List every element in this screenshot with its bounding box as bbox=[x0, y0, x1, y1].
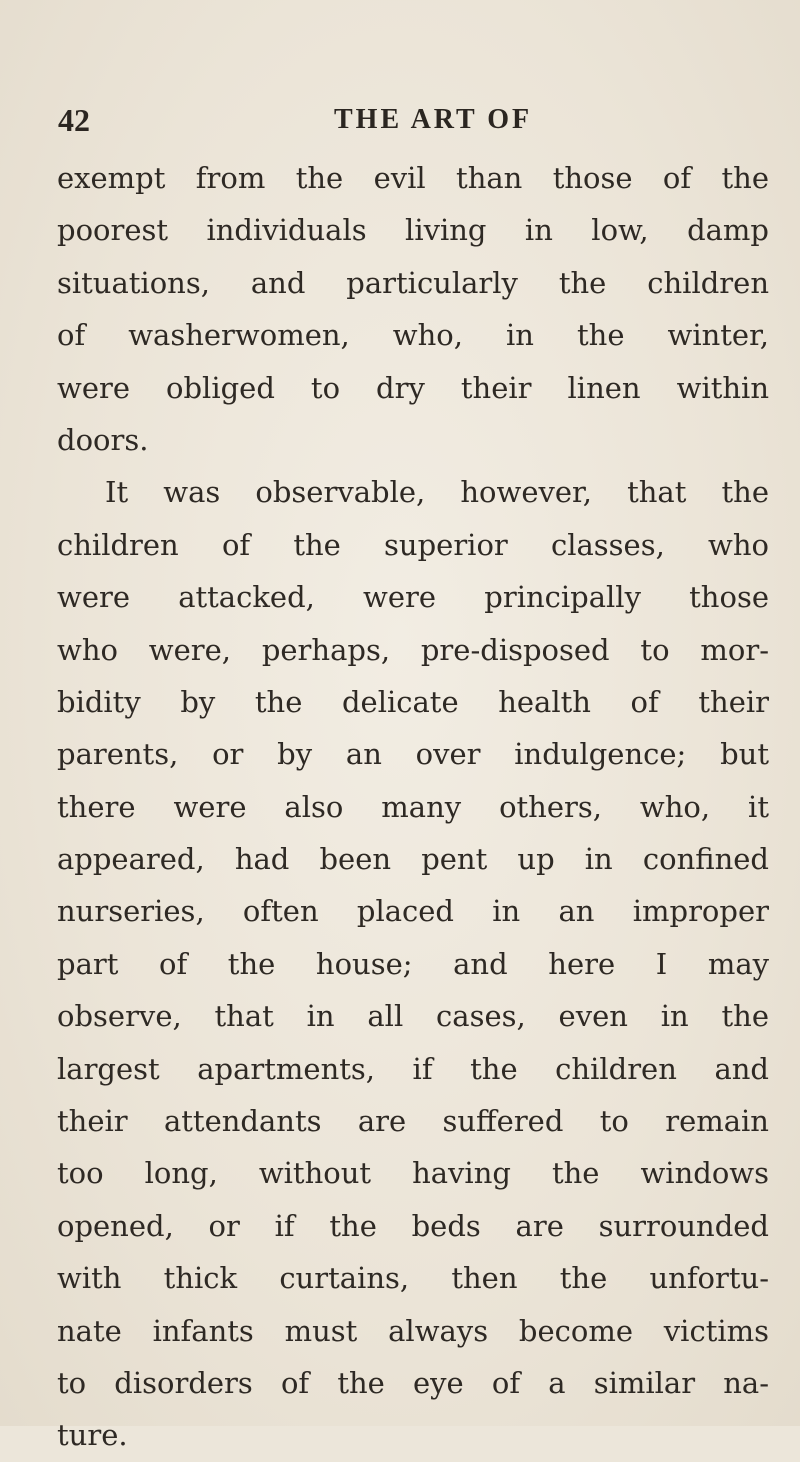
text-line: parents, or by an over indulgence; but bbox=[57, 737, 769, 772]
text-line: nurseries, often placed in an improper bbox=[57, 894, 769, 929]
text-line: children of the superior classes, who bbox=[57, 527, 769, 562]
text-line: of washerwomen, who, in the winter, bbox=[57, 318, 769, 353]
paragraph-end-line: doors. bbox=[57, 422, 149, 457]
text-line: too long, without having the windows bbox=[57, 1156, 769, 1191]
page-header bbox=[52, 102, 760, 142]
text-line: were obliged to dry their linen within bbox=[57, 370, 769, 405]
text-line: who were, perhaps, pre-disposed to mor- bbox=[57, 632, 769, 667]
page-number: 42 bbox=[58, 102, 90, 138]
paragraph-start-line: It was observable, however, that the bbox=[105, 475, 769, 510]
text-line: appeared, had been pent up in confined bbox=[57, 842, 769, 877]
text-line: were attacked, were principally those bbox=[57, 580, 769, 615]
body-text bbox=[57, 152, 769, 1462]
text-line: nate infants must always become victims bbox=[57, 1313, 769, 1348]
text-line: opened, or if the beds are surrounded bbox=[57, 1208, 769, 1243]
text-line: to disorders of the eye of a similar na- bbox=[57, 1365, 769, 1400]
text-line: observe, that in all cases, even in the bbox=[57, 999, 769, 1034]
text-line: situations, and particularly the children bbox=[57, 265, 769, 300]
text-line: poorest individuals living in low, damp bbox=[57, 213, 769, 248]
text-line: bidity by the delicate health of their bbox=[57, 684, 769, 719]
text-line: their attendants are suffered to remain bbox=[57, 1104, 769, 1139]
text-line: part of the house; and here I may bbox=[57, 946, 769, 981]
text-line: largest apartments, if the children and bbox=[57, 1051, 769, 1086]
text-line: there were also many others, who, it bbox=[57, 789, 769, 824]
text-line: exempt from the evil than those of the bbox=[57, 161, 769, 195]
text-line: with thick curtains, then the unfortu- bbox=[57, 1261, 769, 1296]
paragraph-end-line: ture. bbox=[57, 1418, 128, 1453]
running-head: THE ART OF bbox=[334, 104, 533, 135]
